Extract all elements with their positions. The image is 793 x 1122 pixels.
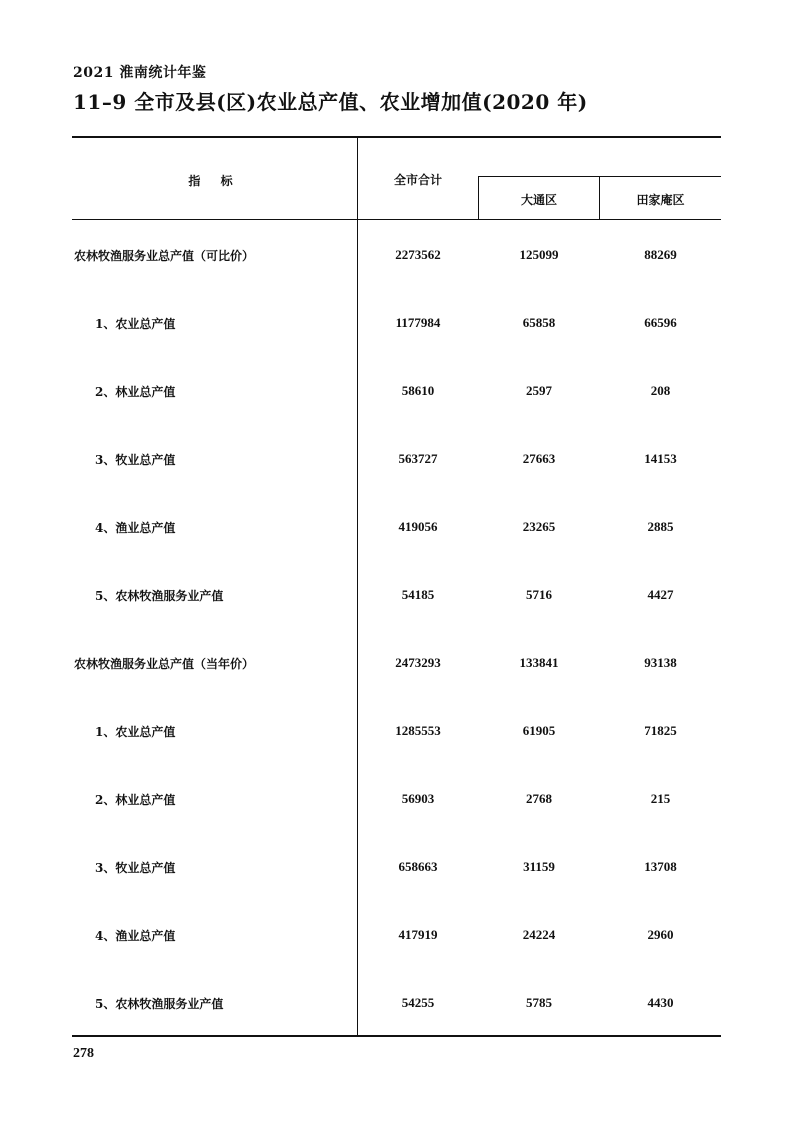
cell-total: 58610 (401, 383, 435, 398)
cell-datong: 65858 (522, 315, 556, 330)
cell-tianjiaan: 14153 (644, 451, 677, 466)
cell-tianjiaan: 88269 (644, 247, 677, 262)
cell-tianjiaan: 4427 (647, 587, 674, 602)
cell-datong: 24224 (522, 927, 556, 942)
table-row (72, 424, 721, 492)
row-label: 2、林业总产值 (95, 793, 176, 807)
cell-tianjiaan: 71825 (644, 723, 677, 738)
cell-total: 658663 (398, 859, 438, 874)
row-label: 农林牧渔服务业总产值（当年价） (74, 657, 255, 671)
cell-tianjiaan: 2885 (647, 519, 674, 534)
table-row (72, 288, 721, 356)
table-row (72, 900, 721, 968)
cell-tianjiaan: 208 (650, 383, 671, 398)
cell-tianjiaan: 215 (650, 791, 671, 806)
cell-total: 2273562 (395, 247, 441, 262)
cell-total: 563727 (398, 451, 438, 466)
cell-datong: 23265 (522, 519, 556, 534)
cell-datong: 2597 (526, 383, 552, 398)
table-row (72, 696, 721, 764)
row-label: 3、牧业总产值 (95, 453, 176, 467)
book-title: 2021 淮南统计年鉴 (73, 65, 207, 81)
table-row (72, 560, 721, 628)
table-row (72, 764, 721, 832)
cell-tianjiaan: 66596 (644, 315, 677, 330)
table-top-rule (72, 136, 721, 138)
cell-total: 54185 (401, 587, 435, 602)
cell-tianjiaan: 93138 (644, 655, 677, 670)
row-label: 2、林业总产值 (95, 385, 176, 399)
row-label: 农林牧渔服务业总产值（可比价） (74, 249, 255, 263)
table-row (72, 220, 721, 288)
table-row (72, 492, 721, 560)
row-label: 1、农业总产值 (95, 725, 176, 739)
cell-total: 417919 (398, 927, 438, 942)
cell-datong: 5716 (526, 587, 552, 602)
row-label: 5、农林牧渔服务业产值 (95, 589, 224, 603)
column-header-indicator: 指 标 (188, 174, 241, 188)
cell-datong: 5785 (526, 995, 552, 1010)
cell-total: 1177984 (395, 315, 441, 330)
cell-total: 1285553 (395, 723, 441, 738)
page-number: 278 (73, 1046, 94, 1061)
row-label: 4、渔业总产值 (95, 929, 176, 943)
column-header-tianjiaan: 田家庵区 (636, 193, 685, 207)
cell-datong: 27663 (522, 451, 556, 466)
table-body (72, 220, 721, 1036)
table-row (72, 968, 721, 1036)
table-title: 11–9 全市及县(区)农业总产值、农业增加值(2020 年) (73, 90, 588, 114)
cell-total: 56903 (401, 791, 435, 806)
column-header-datong: 大通区 (520, 193, 557, 207)
cell-total: 419056 (398, 519, 438, 534)
table-row (72, 356, 721, 424)
column-header-total: 全市合计 (393, 173, 442, 187)
cell-tianjiaan: 2960 (647, 927, 674, 942)
table-row (72, 832, 721, 900)
cell-tianjiaan: 4430 (647, 995, 674, 1010)
cell-datong: 61905 (522, 723, 556, 738)
cell-datong: 2768 (526, 791, 552, 806)
row-label: 4、渔业总产值 (95, 521, 176, 535)
cell-total: 54255 (401, 995, 435, 1010)
row-label: 3、牧业总产值 (95, 861, 176, 875)
row-label: 1、农业总产值 (95, 317, 176, 331)
cell-total: 2473293 (395, 655, 441, 670)
cell-datong: 31159 (523, 859, 555, 874)
table-row (72, 628, 721, 696)
cell-datong: 133841 (519, 655, 559, 670)
row-label: 5、农林牧渔服务业产值 (95, 997, 224, 1011)
cell-datong: 125099 (519, 247, 559, 262)
cell-tianjiaan: 13708 (644, 859, 677, 874)
